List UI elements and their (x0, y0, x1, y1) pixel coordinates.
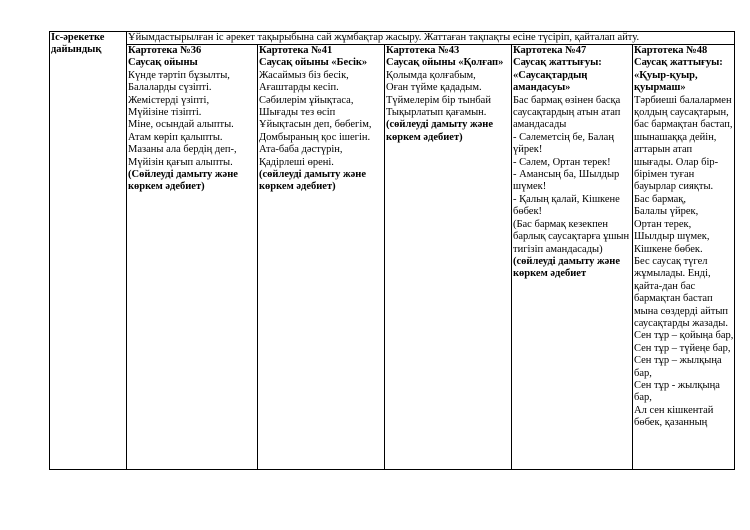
card-41 (258, 45, 385, 470)
card-note: (сөйлеуді дамыту және көркем әдебиет (513, 255, 620, 280)
card-line: Бас бармақ өзінен басқа саусақтардың атын атап амандасады (513, 94, 621, 131)
side-label: Іс-әрекетке дайындық (50, 32, 127, 470)
card-line: Домбыраның қос ішегін. (259, 131, 371, 143)
card-line: Мазаны ала бердің деп-, (128, 144, 237, 156)
card-line: Күнде тәртіп бұзылты, (128, 69, 230, 81)
card-line: Сен тұр – түйеңе бар, (634, 342, 731, 354)
card-title: Картотека №48 (634, 45, 708, 56)
card-line: Шығады тез өсіп (259, 107, 336, 119)
card-title: Картотека №47 (513, 45, 587, 56)
card-line: Жемістерді үзіпті, (128, 94, 210, 106)
card-title: Картотека №43 (386, 45, 460, 56)
card-line: Сен тұр - жылқыңа бар, (634, 379, 720, 404)
card-line: Шылдыр шүмек, (634, 231, 710, 243)
card-line: Бес саусақ түгел жұмылады. Енді, қайта-дан бас бармақтан бастап мына сөздерді айтып саусақтарды жазады. (634, 255, 729, 329)
card-line: Ата-баба дәстүрін, (259, 144, 343, 156)
card-line: Балаларды сүзіпті. (128, 82, 212, 94)
card-subtitle: Саусақ ойыны «Қолғап» (386, 57, 504, 69)
card-title: Картотека №41 (259, 45, 333, 56)
table-row (50, 45, 735, 470)
card-note: (Сөйлеуді дамыту және көркем әдебиет) (128, 169, 238, 193)
card-subtitle: Саусақ ойыны (128, 57, 198, 69)
card-line: Атам көріп қалыпты. (128, 131, 223, 143)
card-line: Мүйізін қағып алыпты. (128, 156, 233, 168)
card-line: Сәбилерім ұйықтаса, (259, 94, 354, 106)
card-line: Қадірлеші өрені. (259, 156, 334, 168)
card-43 (385, 45, 512, 470)
card-subtitle: Саусақ жаттығуы: «Қуыр-қуыр, қуырмаш» (634, 57, 723, 94)
card-line: - Қалың қалай, Кішкене бөбек! (513, 193, 620, 218)
card-line: Балалы үйрек, (634, 206, 699, 218)
schedule-table (49, 31, 735, 470)
card-title: Картотека №36 (128, 45, 202, 56)
card-subtitle: Саусақ ойыны «Бесік» (259, 57, 368, 69)
card-line: - Амансың ба, Шылдыр шүмек! (513, 169, 620, 193)
card-line: Қолымда қолғабым, (386, 69, 476, 81)
card-line: Бас бармақ, (634, 193, 687, 205)
card-line: Ортан терек, (634, 218, 692, 230)
card-line: Ұйықтасын деп, бөбегім, (259, 119, 372, 131)
card-line: Міне, осындай алыпты. (128, 119, 234, 131)
card-note: (сөйлеуді дамыту және көркем әдебиет) (259, 169, 366, 193)
card-line: Мүйізіне тізіпті. (128, 107, 202, 119)
card-line: Сен тұр – жылқыңа бар, (634, 355, 722, 379)
card-line: Кішкене бөбек. (634, 243, 703, 255)
intro-text: Ұйымдастырылған іс әрекет тақырыбына сай жұмбақтар жасыру. Жаттаған тақпақты есіне түсіріп, қайталап айту. (127, 32, 735, 45)
card-line: - Сәлеметсің бе, Балаң үйрек! (513, 131, 614, 156)
card-line: - Сәлем, Ортан терек! (513, 156, 611, 168)
card-line: Сен тұр – қойыңа бар, (634, 330, 734, 342)
card-line: Ал сен кішкентай бөбек, қазанның (634, 404, 714, 429)
card-48 (633, 45, 735, 470)
card-note: (сөйлеуді дамыту және көркем әдебиет) (386, 119, 493, 143)
card-line: Ағаштарды кесіп. (259, 82, 339, 94)
card-line: Жасаймыз біз бесік, (259, 69, 349, 81)
card-line: Тәрбиеші балалармен қолдың саусақтарын, бас бармақтан бастап, шынашаққа дейін, аттарын атап шығады. Олар бір-бірімен туған бауырлар сияқты. (634, 94, 733, 193)
document-page (49, 31, 735, 470)
table-row (50, 32, 735, 45)
card-36 (127, 45, 258, 470)
card-line: (Бас бармақ кезекпен барлық саусақтарға ұшын тигізіп амандасады) (513, 218, 630, 255)
card-line: Оған түйме қададым. (386, 82, 482, 94)
card-subtitle: Саусақ жаттығуы: «Саусақтардың амандасуы» (513, 57, 602, 94)
card-line: Түймелерім бір тынбай (386, 94, 491, 106)
card-line: Тықырлатып қағамын. (386, 107, 487, 119)
card-47 (512, 45, 633, 470)
